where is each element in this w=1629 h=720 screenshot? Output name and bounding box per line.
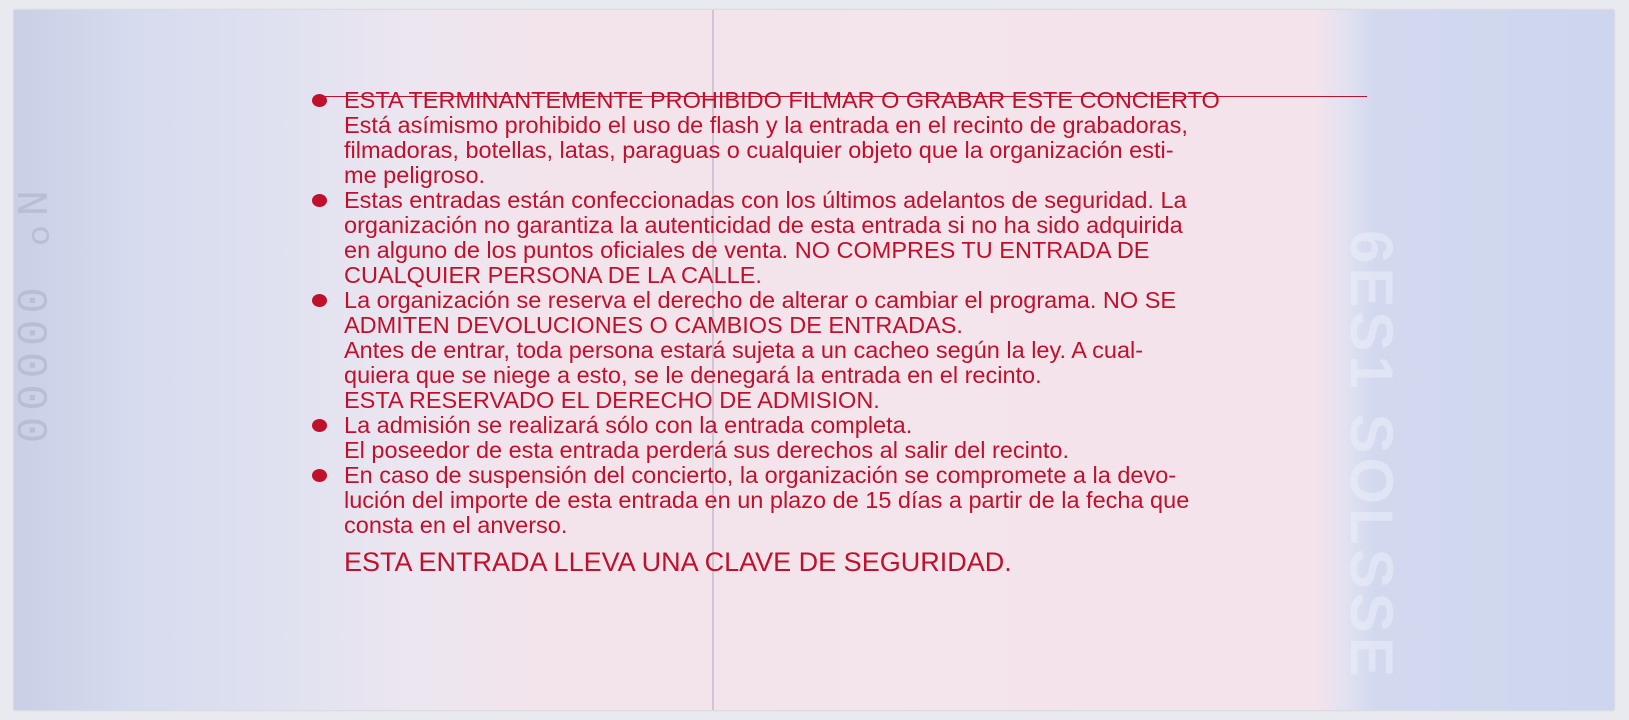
rule-line: El poseedor de esta entrada perderá sus derechos al salir del recinto. [344, 437, 1070, 463]
bullet-dot-icon [312, 94, 327, 107]
rule-line: Estas entradas están confeccionadas con los últimos adelantos de seguridad. La [344, 187, 1187, 213]
rule-line: me peligroso. [344, 162, 486, 188]
bullet-dot-icon [312, 419, 327, 432]
conditions-text [344, 88, 1364, 578]
rule-line: ESTA TERMINANTEMENTE PROHIBIDO FILMAR O GRABAR ESTE CONCIERTO [344, 87, 1220, 113]
rule-line: En caso de suspensión del concierto, la organización se compromete a la devo- [344, 462, 1177, 488]
security-notice: ESTA ENTRADA LLEVA UNA CLAVE DE SEGURIDAD. [344, 547, 1012, 577]
rule-line: Antes de entrar, toda persona estará sujeta a un cacheo según la ley. A cual- [344, 337, 1144, 363]
rule-line: Está asímismo prohibido el uso de flash y la entrada en el recinto de grabadoras, [344, 112, 1188, 138]
rule-line: organización no garantiza la autenticidad de esta entrada si no ha sido adquirida [344, 212, 1183, 238]
show-through-print: 6ES1 SOLSSE [1338, 230, 1405, 681]
rule-line: La admisión se realizará sólo con la entrada completa. [344, 412, 913, 438]
rule-item [344, 188, 1364, 288]
rule-item [344, 413, 1364, 463]
rule-item [344, 463, 1364, 538]
stub-serial-number: Nº 00000 [4, 190, 54, 450]
rule-line: quiera que se niege a esto, se le denegará la entrada en el recinto. [344, 362, 1042, 388]
rule-line: La organización se reserva el derecho de alterar o cambiar el programa. NO SE [344, 287, 1177, 313]
bullet-dot-icon [312, 194, 327, 207]
rule-line: ADMITEN DEVOLUCIONES O CAMBIOS DE ENTRADAS. [344, 312, 963, 338]
rule-line: filmadoras, botellas, latas, paraguas o cualquier objeto que la organización esti- [344, 137, 1174, 163]
rule-item [344, 88, 1364, 188]
rule-line: consta en el anverso. [344, 512, 568, 538]
rule-item [344, 288, 1364, 413]
bullet-dot-icon [312, 294, 327, 307]
rule-line: CUALQUIER PERSONA DE LA CALLE. [344, 262, 762, 288]
bullet-dot-icon [312, 469, 327, 482]
rule-line: lución del importe de esta entrada en un plazo de 15 días a partir de la fecha que [344, 487, 1190, 513]
rule-line: ESTA RESERVADO EL DERECHO DE ADMISION. [344, 387, 880, 413]
rule-line: en alguno de los puntos oficiales de venta. NO COMPRES TU ENTRADA DE [344, 237, 1150, 263]
